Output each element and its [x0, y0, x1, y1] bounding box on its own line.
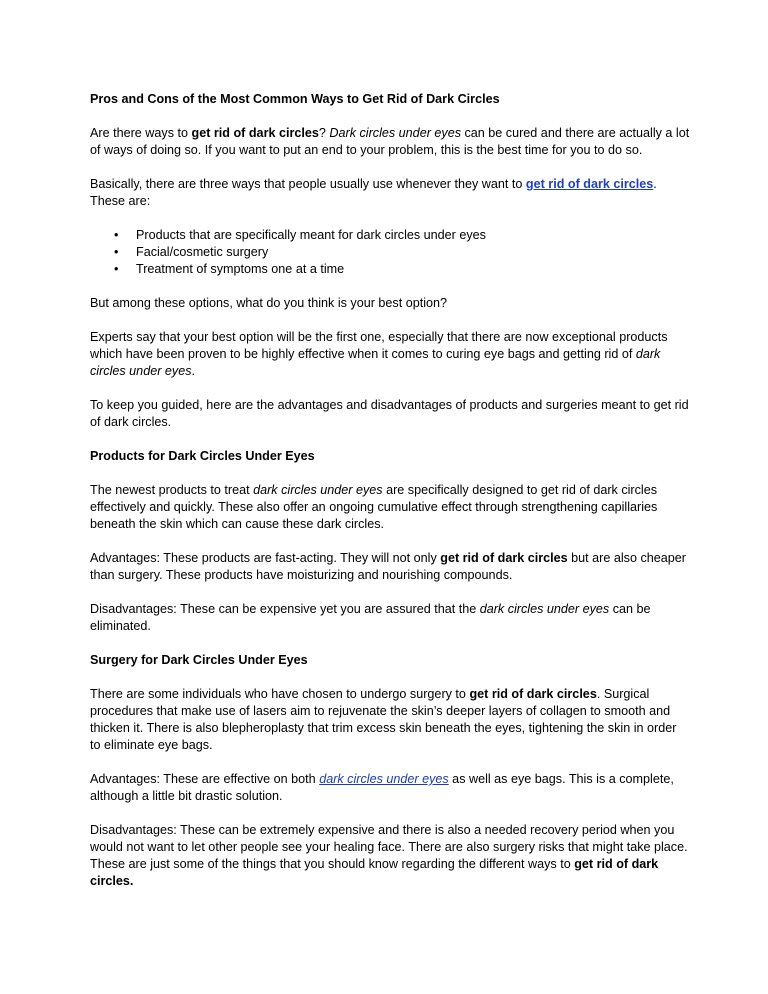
question-paragraph: But among these options, what do you think is your best option?	[90, 296, 448, 310]
surgery-heading: Surgery for Dark Circles Under Eyes	[90, 653, 308, 667]
bullet-icon: •	[114, 262, 119, 276]
products-heading: Products for Dark Circles Under Eyes	[90, 449, 315, 463]
guided-paragraph: To keep you guided, here are the advantages and disadvantages of products and surgeries meant to get rid of dark circles.	[90, 398, 689, 429]
dark-circles-link[interactable]: dark circles under eyes	[319, 772, 449, 786]
bullet-icon: •	[114, 245, 119, 259]
document-title: Pros and Cons of the Most Common Ways to Get Rid of Dark Circles	[90, 92, 500, 106]
bullet-icon: •	[114, 228, 119, 242]
surgery-description: There are some individuals who have chosen to undergo surgery to get rid of dark circles. Surgical procedures that make use of lasers aim to rejuvenate the skin’s deeper layers of collagen to smooth and thicken it. There is also blepheroplasty that trim excess skin beneath the eyes, tightening the skin in order to eliminate eye bags.	[90, 687, 677, 752]
experts-paragraph: Experts say that your best option will be the first one, especially that there are now exceptional products which have been proven to be highly effective when it comes to curing eye bags and getting rid of dark circles under eyes.	[90, 330, 668, 378]
surgery-disadvantages: Disadvantages: These can be extremely expensive and there is also a needed recovery period when you would not want to let other people see your healing face. There are also surgery risks that might take place.	[90, 823, 688, 854]
closing-paragraph: These are just some of the things that you should know regarding the different ways to get rid of dark circles.	[90, 857, 659, 888]
get-rid-link[interactable]: get rid of dark circles	[525, 177, 654, 191]
intro-paragraph: Are there ways to get rid of dark circles? Dark circles under eyes can be cured and there are actually a lot of ways of doing so. If you want to put an end to your problem, this is the best time for you to do so.	[90, 126, 690, 157]
surgery-advantages: Advantages: These are effective on both dark circles under eyes as well as eye bags. This is a complete, although a little bit drastic solution.	[90, 772, 674, 803]
options-list	[90, 227, 690, 278]
products-disadvantages: Disadvantages: These can be expensive yet you are assured that the dark circles under eyes can be eliminated.	[90, 602, 651, 633]
list-item: • Facial/cosmetic surgery	[114, 245, 269, 259]
products-description: The newest products to treat dark circles under eyes are specifically designed to get rid of dark circles effectively and quickly. These also offer an ongoing cumulative effect through strengthening capillaries beneath the skin which can cause these dark circles.	[90, 483, 658, 531]
list-item: • Products that are specifically meant for dark circles under eyes	[114, 228, 486, 242]
document-body	[90, 91, 690, 907]
list-item: • Treatment of symptoms one at a time	[114, 262, 345, 276]
products-advantages: Advantages: These products are fast-acting. They will not only get rid of dark circles but are also cheaper than surgery. These products have moisturizing and nourishing compounds.	[90, 551, 686, 582]
basically-paragraph: Basically, there are three ways that people usually use whenever they want to get rid of dark circles. These are:	[90, 177, 657, 208]
